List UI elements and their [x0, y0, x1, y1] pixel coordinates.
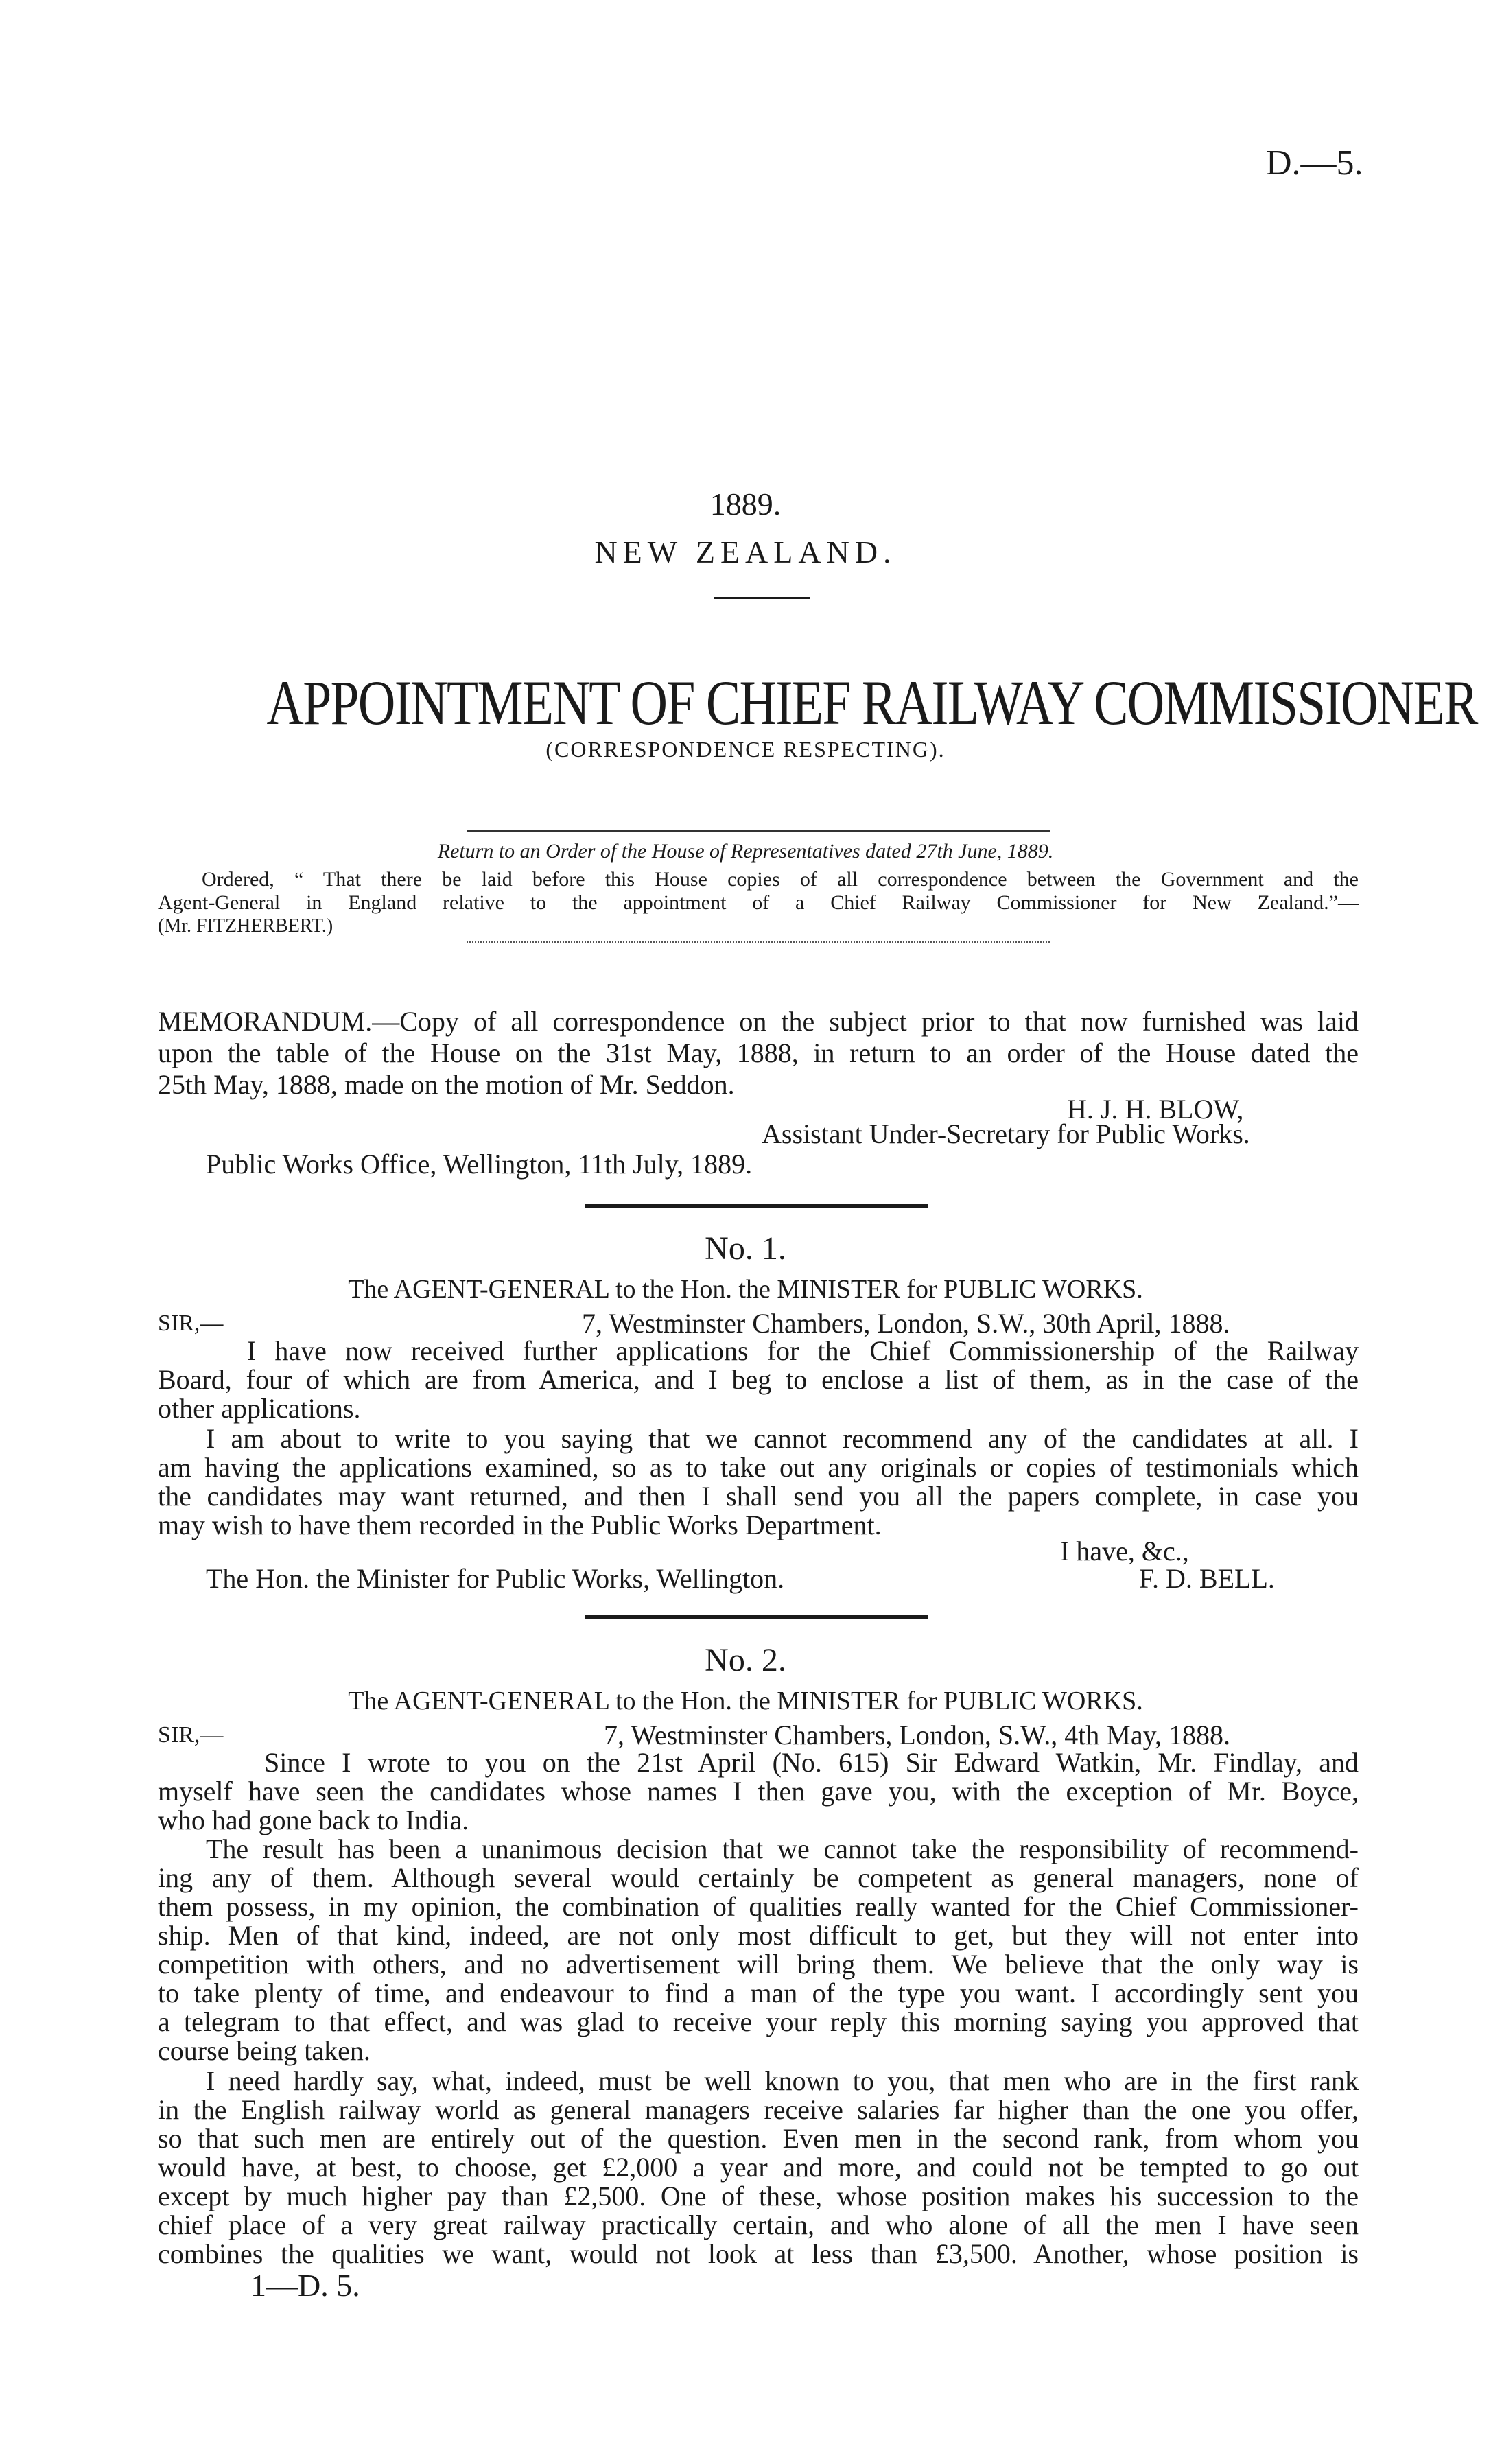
letter-2-salutation: SIR,— — [158, 1722, 224, 1748]
letter-2-line-14: so that such men are entirely out of the question. Even men in the second rank, from whom you — [158, 2123, 1359, 2154]
letter-2-line-17: chief place of a very great railway practically certain, and who alone of all the men I have seen — [158, 2209, 1359, 2240]
letter-1-line-6: the candidates may want returned, and then I shall send you all the papers complete, in case you — [158, 1481, 1359, 1512]
letter-2-line-11: course being taken. — [158, 2035, 371, 2066]
letter-1-line-5: am having the applications examined, so as to take out any originals or copies of testimonials which — [158, 1452, 1359, 1483]
title-rule — [714, 597, 810, 599]
memorandum-signer-title: Assistant Under-Secretary for Public Works. — [762, 1118, 1250, 1149]
letter-1-number: No. 1. — [705, 1230, 786, 1267]
letter-2-line-4: The result has been a unanimous decision that we cannot take the responsibility of recommend- — [206, 1833, 1359, 1864]
return-line: Return to an Order of the House of Representatives dated 27th June, 1889. — [437, 840, 1054, 863]
letter-2-line-10: a telegram to that effect, and was glad to receive your reply this morning saying you approved that — [158, 2006, 1359, 2037]
memorandum-line-2: upon the table of the House on the 31st May, 1888, in return to an order of the House dated the — [158, 1037, 1359, 1068]
letter-2-line-15: would have, at best, to choose, get £2,000 a year and more, and could not be tempted to go out — [158, 2152, 1359, 2183]
letter-1-addressee: The Hon. the Minister for Public Works, Wellington. — [206, 1563, 785, 1594]
letter-1-rule — [585, 1204, 928, 1208]
letter-2-line-8: competition with others, and no advertisement will bring them. We believe that the only way is — [158, 1949, 1359, 1980]
letter-1-heading: The AGENT-GENERAL to the Hon. the MINISTER for PUBLIC WORKS. — [348, 1275, 1143, 1304]
memorandum-signer: H. J. H. BLOW, — [1067, 1094, 1244, 1125]
letter-2-line-12: I need hardly say, what, indeed, must be well known to you, that men who are in the first rank — [206, 2065, 1359, 2096]
letter-1-line-1: I have now received further applications for the Chief Commissionership of the Railway — [247, 1335, 1359, 1366]
page-subtitle: (CORRESPONDENCE RESPECTING). — [545, 737, 946, 762]
letter-1-address: 7, Westminster Chambers, London, S.W., 30th April, 1888. — [582, 1308, 1230, 1339]
year: 1889. — [709, 486, 782, 521]
memorandum-line-1: MEMORANDUM.—Copy of all correspondence on the subject prior to that now furnished was laid — [158, 1006, 1359, 1037]
letter-2-line-16: except by much higher pay than £2,500. One of these, whose position makes his succession to the — [158, 2181, 1359, 2211]
letter-1-line-3: other applications. — [158, 1393, 361, 1424]
sheet-signature: 1—D. 5. — [250, 2268, 360, 2303]
page-title: APPOINTMENT OF CHIEF RAILWAY COMMISSIONER — [266, 668, 1477, 738]
letter-2-line-6: them possess, in my opinion, the combination of qualities really wanted for the Chief Commissioner- — [158, 1891, 1359, 1922]
ordered-line-2: Agent-General in England relative to the appointment of a Chief Railway Commissioner for New Zealand.”— — [158, 891, 1359, 914]
letter-2-line-7: ship. Men of that kind, indeed, are not only most difficult to get, but they will not enter into — [158, 1920, 1359, 1951]
letter-2-heading: The AGENT-GENERAL to the Hon. the MINISTER for PUBLIC WORKS. — [348, 1687, 1143, 1715]
return-top-rule — [467, 830, 1050, 832]
letter-1-signature: F. D. BELL. — [1139, 1563, 1275, 1594]
letter-2-line-2: myself have seen the candidates whose names I then gave you, with the exception of Mr. Boyce, — [158, 1776, 1359, 1807]
letter-1-salutation: SIR,— — [158, 1311, 224, 1336]
letter-2-number: No. 2. — [705, 1642, 786, 1678]
letter-2-address: 7, Westminster Chambers, London, S.W., 4th May, 1888. — [604, 1720, 1231, 1750]
letter-2-line-18: combines the qualities we want, would not look at less than £3,500. Another, whose position is — [158, 2238, 1359, 2269]
letter-2-line-13: in the English railway world as general managers receive salaries far higher than the one you offer, — [158, 2094, 1359, 2125]
ordered-line-3: (Mr. FITZHERBERT.) — [158, 915, 333, 937]
letter-1-line-4: I am about to write to you saying that we cannot recommend any of the candidates at all. I — [206, 1423, 1359, 1454]
letter-2-line-5: ing any of them. Although several would certainly be competent as general managers, none of — [158, 1862, 1359, 1893]
document-reference: D.—5. — [1266, 143, 1363, 183]
ordered-line-1 — [158, 867, 1359, 892]
letter-1-closing: I have, &c., — [1060, 1536, 1189, 1567]
letter-2-line-9: to take plenty of time, and endeavour to find a man of the type you want. I accordingly sent you — [158, 1978, 1359, 2008]
letter-1-line-2: Board, four of which are from America, and I beg to enclose a list of them, as in the case of the — [158, 1364, 1359, 1395]
memorandum-line-3: 25th May, 1888, made on the motion of Mr. Seddon. — [158, 1069, 735, 1100]
return-bottom-rule — [467, 941, 1050, 943]
letter-1-line-7: may wish to have them recorded in the Public Works Department. — [158, 1510, 882, 1540]
country: NEW ZEALAND. — [594, 535, 897, 570]
letter-2-line-3: who had gone back to India. — [158, 1805, 469, 1835]
letter-2-rule — [585, 1615, 928, 1619]
memorandum-office: Public Works Office, Wellington, 11th July, 1889. — [206, 1149, 753, 1180]
letter-2-line-1: Since I wrote to you on the 21st April (No. 615) Sir Edward Watkin, Mr. Findlay, and — [264, 1747, 1359, 1778]
ordered-text-1: Ordered, “ That there be laid before this House copies of all correspondence between the Government and the — [202, 868, 1359, 891]
